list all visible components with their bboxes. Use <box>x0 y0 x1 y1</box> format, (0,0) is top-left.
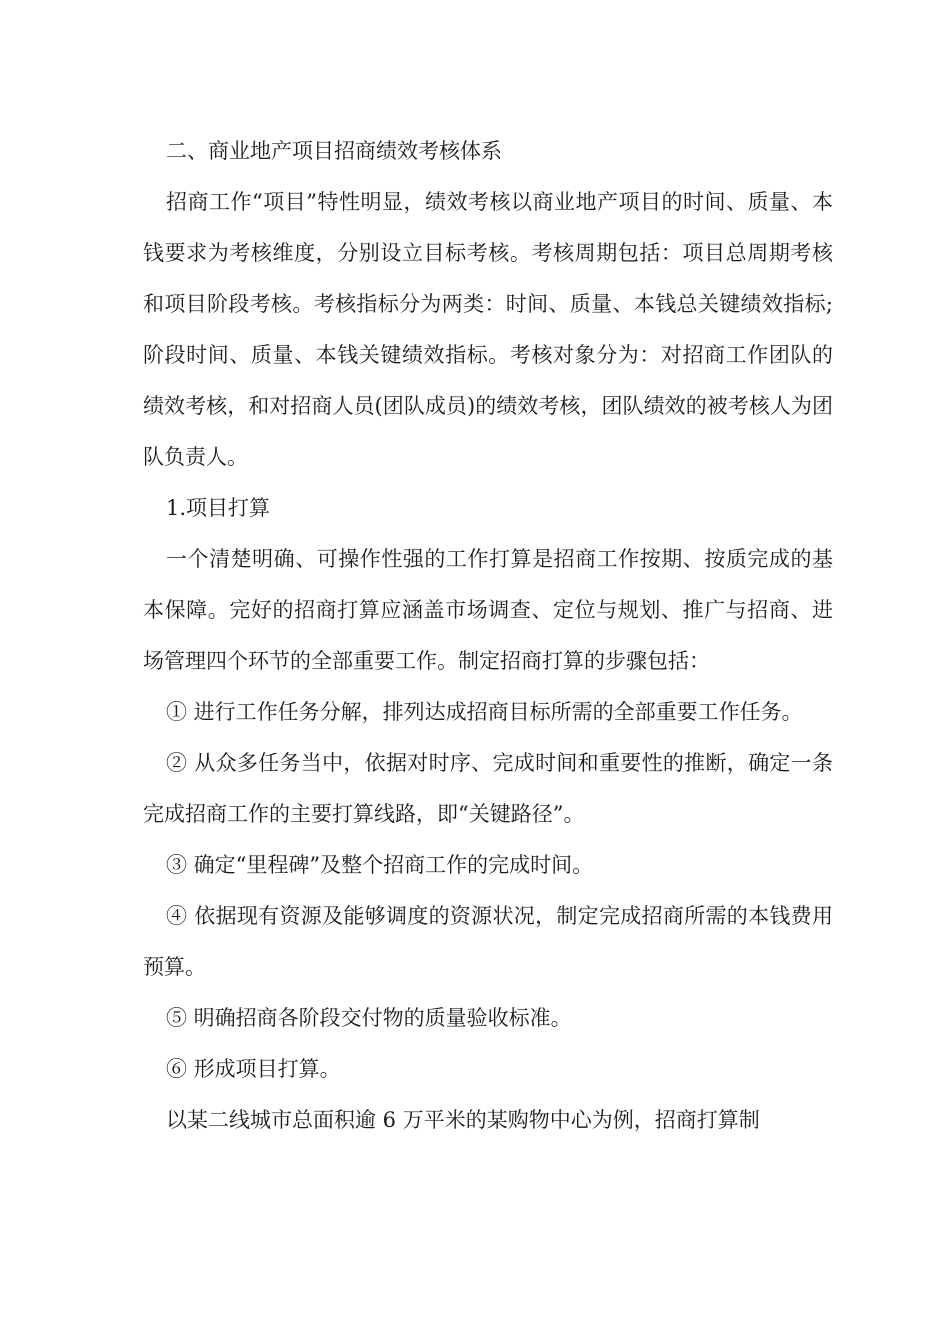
section-heading: 二、商业地产项目招商绩效考核体系 <box>166 139 502 163</box>
step-item-5: ⑤ 明确招商各阶段交付物的质量验收标准。 <box>166 1006 572 1030</box>
step-item-2: ② 从众多任务当中，依据对时序、完成时间和重要性的推断，确定一条完成招商工作的主要打算线路，即“关键路径”。 <box>143 751 833 826</box>
step-item-1: ① 进行工作任务分解，排列达成招商目标所需的全部重要工作任务。 <box>166 700 803 724</box>
subsection-title: 1.项目打算 <box>166 496 271 520</box>
subsection-intro: 一个清楚明确、可操作性强的工作打算是招商工作按期、按质完成的基本保障。完好的招商打算应涵盖市场调查、定位与规划、推广与招商、进场管理四个环节的全部重要工作。制定招商打算的步骤包括： <box>143 547 833 673</box>
document-body <box>143 126 833 1146</box>
body-paragraph: 招商工作“项目”特性明显，绩效考核以商业地产项目的时间、质量、本钱要求为考核维度，分别设立目标考核。考核周期包括：项目总周期考核和项目阶段考核。考核指标分为两类：时间、质量、本钱总关键绩效指标;阶段时间、质量、本钱关键绩效指标。考核对象分为：对招商工作团队的绩效考核，和对招商人员(团队成员)的绩效考核，团队绩效的被考核人为团队负责人。 <box>143 190 833 469</box>
closing-paragraph: 以某二线城市总面积逾 6 万平米的某购物中心为例，招商打算制 <box>166 1108 760 1132</box>
step-item-4: ④ 依据现有资源及能够调度的资源状况，制定完成招商所需的本钱费用预算。 <box>143 904 833 979</box>
step-item-6: ⑥ 形成项目打算。 <box>166 1057 341 1081</box>
step-item-3: ③ 确定“里程碑”及整个招商工作的完成时间。 <box>166 853 594 877</box>
